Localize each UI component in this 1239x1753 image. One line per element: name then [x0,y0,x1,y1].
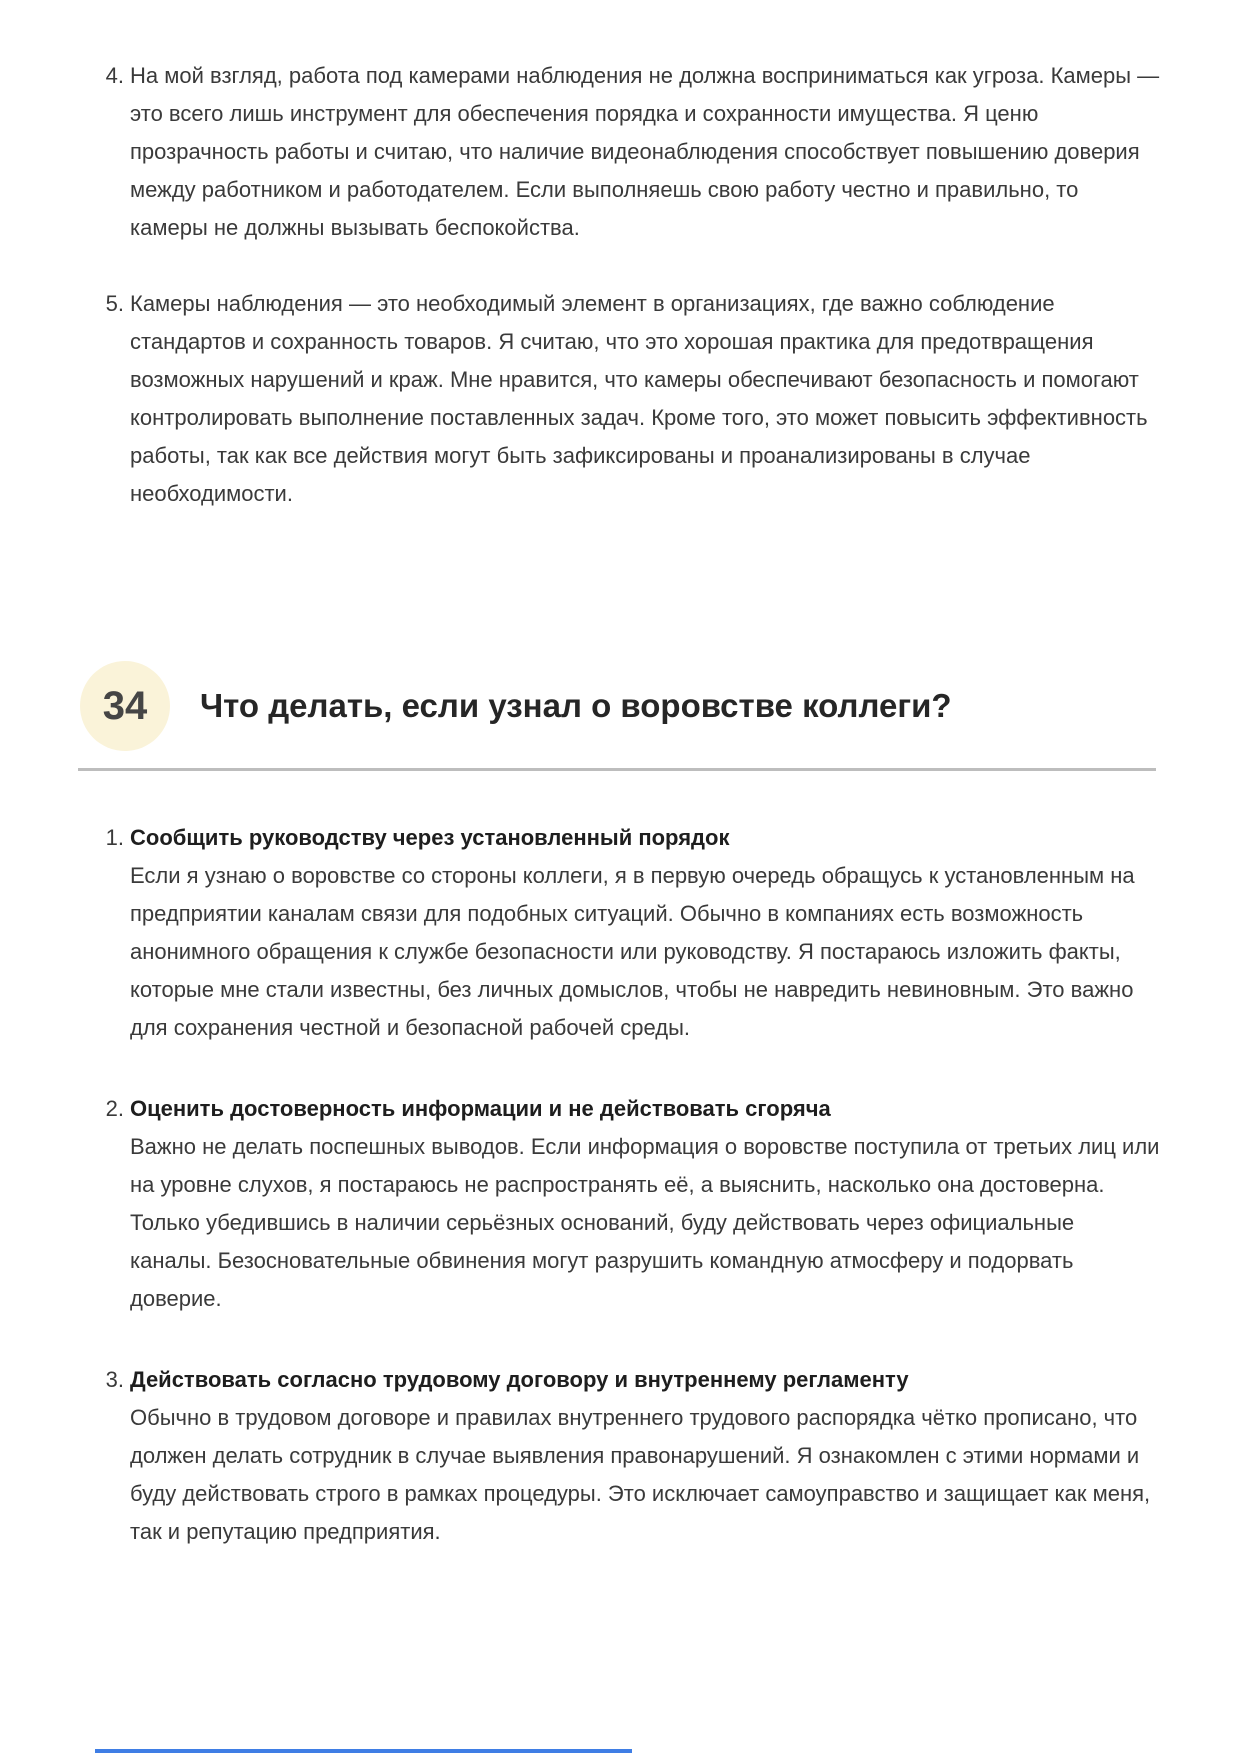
list-item [80,1090,1160,1318]
section-header [80,661,1160,751]
list-item-number: 1. [105,825,124,850]
next-section-accent-line [95,1749,632,1753]
intro-numbered-list [80,57,1160,513]
list-item-number: 5. [105,291,124,316]
answer-heading: Оценить достоверность информации и не действовать сгоряча [130,1096,831,1121]
question-section [80,661,1160,1551]
list-item [80,57,1160,247]
answer-body: Если я узнаю о воровстве со стороны коллеги, я в первую очередь обращусь к установленным на предприятии каналам связи для подобных ситуаций. Обычно в компаниях есть возможность анонимного обращения к службе безопасности или руководству. Я постараюсь изложить факты, которые мне стали известны, без личных домыслов, чтобы не навредить невиновным. Это важно для сохранения честной и безопасной рабочей среды. [130,863,1135,1040]
answer-heading: Действовать согласно трудовому договору и внутреннему регламенту [130,1367,909,1392]
answers-container [80,819,1160,1551]
answers-numbered-list [80,819,1160,1551]
list-item [80,285,1160,513]
section-divider [78,768,1156,771]
list-item-number: 3. [105,1367,124,1392]
list-item-number: 4. [105,63,124,88]
section-title: Что делать, если узнал о воровстве коллеги? [200,687,952,725]
answer-heading: Сообщить руководству через установленный порядок [130,825,730,850]
list-item [80,819,1160,1047]
question-number: 34 [102,683,148,728]
list-item-number: 2. [105,1096,124,1121]
answer-body: Важно не делать поспешных выводов. Если информация о воровстве поступила от третьих лиц или на уровне слухов, я постараюсь не распространять её, а выяснить, насколько она достоверна. Только убедившись в наличии серьёзных оснований, буду действовать через официальные каналы. Безосновательные обвинения могут разрушить командную атмосферу и подорвать доверие. [130,1134,1160,1311]
answer-body: Обычно в трудовом договоре и правилах внутреннего трудового распорядка чётко прописано, что должен делать сотрудник в случае выявления правонарушений. Я ознакомлен с этими нормами и буду действовать строго в рамках процедуры. Это исключает самоуправство и защищает как меня, так и репутацию предприятия. [130,1405,1151,1544]
paragraph-text: Камеры наблюдения — это необходимый элемент в организациях, где важно соблюдение стандартов и сохранность товаров. Я считаю, что это хорошая практика для предотвращения возможных нарушений и краж. Мне нравится, что камеры обеспечивают безопасность и помогают контролировать выполнение поставленных задач. Кроме того, это может повысить эффективность работы, так как все действия могут быть зафиксированы и проанализированы в случае необходимости. [130,291,1148,506]
paragraph-text: На мой взгляд, работа под камерами наблюдения не должна восприниматься как угроза. Камеры — это всего лишь инструмент для обеспечения порядка и сохранности имущества. Я ценю прозрачность работы и считаю, что наличие видеонаблюдения способствует повышению доверия между работником и работодателем. Если выполняешь свою работу честно и правильно, то камеры не должны вызывать беспокойства. [130,63,1160,240]
question-number-badge [80,661,170,751]
list-item [80,1361,1160,1551]
